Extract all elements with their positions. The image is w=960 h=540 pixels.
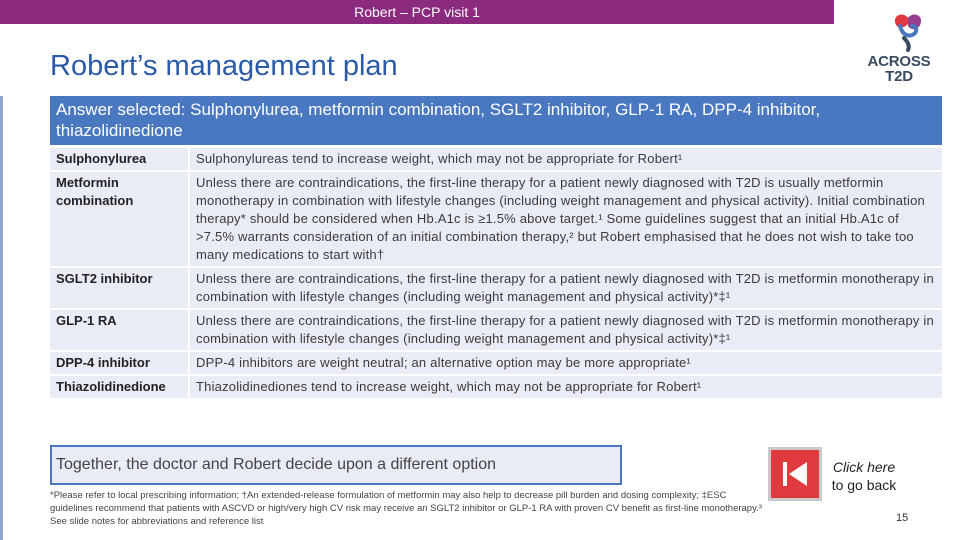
- go-back-link-line1: Click here: [832, 459, 896, 475]
- table-option-cell: SGLT2 inhibitor: [50, 268, 190, 308]
- go-back-link-line2: to go back: [831, 477, 897, 493]
- table-option-cell: GLP-1 RA: [50, 310, 190, 350]
- table-row: [50, 310, 942, 350]
- table-row: [50, 352, 942, 374]
- skip-back-icon: [780, 459, 810, 489]
- table-option-cell: Sulphonylurea: [50, 148, 190, 170]
- table-description-cell: Unless there are contraindications, the first-line therapy for a patient newly diagnosed with T2D is usually metformin monotherapy in combination with lifestyle changes (including weight management and physical activity). Initial combination therapy* should be considered when Hb.A1c is ≥1.5% above target.¹ Some guidelines suggest that an initial Hb.A1c of >7.5% warrants consideration of an initial combination therapy,² but Robert emphasised that he does not wish to take too many medications to start with†: [190, 172, 942, 266]
- answer-selected-banner: Answer selected: Sulphonylurea, metformin combination, SGLT2 inhibitor, GLP-1 RA, DPP-4 inhibitor, thiazolidinedione: [50, 96, 942, 145]
- logo-text-line2: T2D: [885, 68, 913, 85]
- table-description-cell: Sulphonylureas tend to increase weight, which may not be appropriate for Robert¹: [190, 148, 942, 170]
- table-option-cell: Metformin combination: [50, 172, 190, 266]
- go-back-link[interactable]: [820, 458, 908, 494]
- logo-text-line1: ACROSS: [867, 53, 931, 70]
- table-description-cell: DPP-4 inhibitors are weight neutral; an alternative option may be more appropriate¹: [190, 352, 942, 374]
- page-number: 15: [896, 512, 909, 524]
- footnote: *Please refer to local prescribing information; †An extended-release formulation of metformin may also help to decrease pill burden and dosing complexity; ‡ESC guidelines recommend that patients with ASCVD or high/very high CV risk may receive an SGLT2 inhibitor or GLP-1 RA with proven CV benefit as first-line monotherapy.³ See slide notes for abbreviations and reference list: [50, 490, 762, 527]
- table-description-cell: Thiazolidinediones tend to increase weight, which may not be appropriate for Robert¹: [190, 376, 942, 398]
- table-row: [50, 268, 942, 308]
- across-t2d-logo: [866, 12, 932, 88]
- across-t2d-logo-mark-icon: [890, 12, 926, 52]
- header-bar-title: Robert – PCP visit 1: [354, 4, 480, 20]
- go-back-button[interactable]: [768, 447, 822, 501]
- page-title: Robert’s management plan: [50, 50, 398, 82]
- table-option-cell: Thiazolidinedione: [50, 376, 190, 398]
- management-table: [50, 146, 942, 400]
- left-accent-line: [0, 96, 3, 540]
- header-bar: [0, 0, 834, 24]
- table-description-cell: Unless there are contraindications, the first-line therapy for a patient newly diagnosed with T2D is metformin monotherapy in combination with lifestyle changes (including weight management and physical activity)*‡¹: [190, 310, 942, 350]
- logo-text: [866, 54, 932, 84]
- table-description-cell: Unless there are contraindications, the first-line therapy for a patient newly diagnosed with T2D is metformin monotherapy in combination with lifestyle changes (including weight management and physical activity)*‡¹: [190, 268, 942, 308]
- table-row: [50, 376, 942, 398]
- decision-statement: Together, the doctor and Robert decide upon a different option: [50, 445, 622, 485]
- table-row: [50, 172, 942, 266]
- table-option-cell: DPP-4 inhibitor: [50, 352, 190, 374]
- table-row: [50, 148, 942, 170]
